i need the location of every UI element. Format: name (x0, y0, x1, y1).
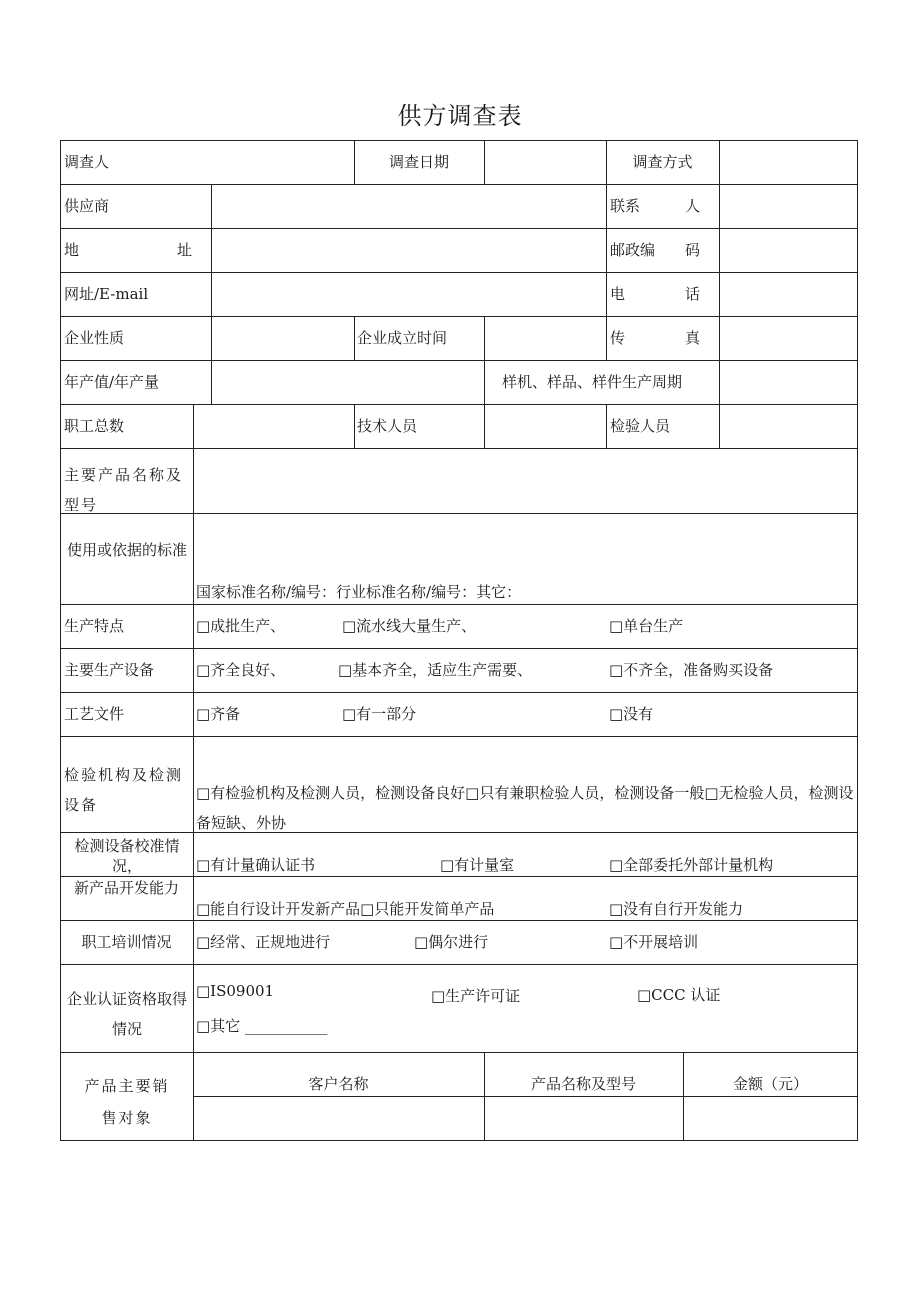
fax-label: 传 真 (610, 329, 700, 347)
page-title: 供方调查表 (397, 102, 523, 130)
col-line (719, 140, 720, 184)
sample-cycle-label: 样机、样品、样件生产周期 (502, 373, 683, 391)
survey-method-label: 调查方式 (632, 153, 693, 171)
phone-label: 电 话 (610, 285, 700, 303)
new-product-label: 新产品开发能力 (73, 879, 179, 897)
equipment-incomplete-option[interactable]: □不齐全，准备购买设备 (609, 661, 774, 679)
col-line (719, 360, 720, 404)
col-line (211, 360, 212, 404)
external-metrology-option[interactable]: □全部委托外部计量机构 (609, 856, 774, 874)
assembly-line-option[interactable]: □流水线大量生产、 (342, 617, 477, 635)
self-design-option[interactable]: □能自行设计开发新产品□只能开发简单产品 (196, 900, 495, 918)
row-line (60, 272, 858, 273)
training-regular-option[interactable]: □经常、正规地进行 (196, 933, 331, 951)
amount-header: 金额（元） (732, 1075, 808, 1093)
address-label: 地 址 (64, 241, 192, 259)
col-line (484, 316, 485, 360)
docs-complete-option[interactable]: □齐备 (196, 705, 241, 723)
row-line (60, 360, 858, 361)
ccc-option[interactable]: □CCC 认证 (637, 986, 721, 1004)
col-line (193, 404, 194, 448)
other-cert-option[interactable]: □其它 ___________ (196, 1017, 328, 1035)
col-line (606, 316, 607, 360)
postcode-label: 邮政编 码 (610, 241, 700, 259)
metrology-room-option[interactable]: □有计量室 (440, 856, 515, 874)
website-email-label: 网址/E-mail (64, 285, 149, 303)
col-line (606, 404, 607, 448)
standards-label: 使用或依据的标准 (66, 541, 187, 559)
production-license-option[interactable]: □生产许可证 (431, 987, 521, 1005)
docs-partial-option[interactable]: □有一部分 (342, 705, 417, 723)
row-line (60, 876, 858, 877)
investigator-label: 调查人 (64, 153, 110, 171)
row-line (60, 604, 858, 605)
col-line (484, 360, 485, 404)
metrology-cert-option[interactable]: □有计量确认证书 (196, 856, 316, 874)
equipment-complete-option[interactable]: □齐全良好、 (196, 661, 286, 679)
inspection-org-label: 检验机构及检测设备 (64, 766, 184, 814)
col-line (606, 184, 607, 316)
enterprise-nature-label: 企业性质 (64, 329, 125, 347)
training-none-option[interactable]: □不开展培训 (609, 933, 699, 951)
inspection-options[interactable]: □有检验机构及检测人员，检测设备良好□只有兼职检验人员，检测设备一般□无检验人员，检测设备短缺、外协 (196, 784, 854, 832)
training-occasional-option[interactable]: □偶尔进行 (414, 933, 489, 951)
process-documents-label: 工艺文件 (64, 705, 125, 723)
col-line (193, 448, 194, 1141)
col-line (719, 404, 720, 448)
row-line (60, 448, 858, 449)
row-line (60, 736, 858, 737)
docs-none-option[interactable]: □没有 (609, 705, 654, 723)
col-line (683, 1052, 684, 1141)
col-line (719, 316, 720, 360)
founded-time-label: 企业成立时间 (357, 329, 448, 347)
col-line (719, 184, 720, 316)
col-line (484, 140, 485, 184)
sales-target-label: 产品主要销售对象 (84, 1077, 170, 1127)
staff-total-label: 职工总数 (64, 417, 125, 435)
iso9001-option[interactable]: □IS09001 (196, 982, 275, 1000)
supplier-label: 供应商 (64, 197, 110, 215)
row-line (60, 316, 858, 317)
row-line (60, 184, 858, 185)
row-line (193, 1096, 858, 1097)
col-line (484, 404, 485, 448)
main-products-label: 主要产品名称及型号 (64, 466, 184, 514)
production-feature-label: 生产特点 (64, 617, 125, 635)
standards-values: 国家标准名称/编号：行业标准名称/编号：其它： (196, 583, 522, 601)
col-line (354, 316, 355, 360)
row-line (60, 920, 858, 921)
row-line (60, 1052, 858, 1053)
row-line (60, 964, 858, 965)
contact-person-label: 联系 人 (610, 197, 700, 215)
col-line (484, 1052, 485, 1141)
inspection-staff-label: 检验人员 (610, 417, 671, 435)
row-line (60, 404, 858, 405)
col-line (354, 404, 355, 448)
row-line (60, 692, 858, 693)
certification-label: 企业认证资格取得情况 (66, 990, 187, 1038)
annual-output-label: 年产值/年产量 (64, 373, 160, 391)
col-line (211, 184, 212, 316)
row-line (60, 648, 858, 649)
equipment-basic-option[interactable]: □基本齐全，适应生产需要、 (338, 661, 533, 679)
product-model-header: 产品名称及型号 (530, 1075, 636, 1093)
main-equipment-label: 主要生产设备 (64, 661, 155, 679)
survey-date-label: 调查日期 (388, 153, 449, 171)
staff-training-label: 职工培训情况 (81, 933, 172, 951)
customer-name-header: 客户名称 (308, 1075, 369, 1093)
calibration-label: 检测设备校准情况， (74, 837, 180, 875)
tech-staff-label: 技术人员 (357, 417, 418, 435)
single-unit-option[interactable]: □单台生产 (609, 617, 684, 635)
no-development-option[interactable]: □没有自行开发能力 (609, 900, 744, 918)
col-line (211, 316, 212, 360)
batch-production-option[interactable]: □成批生产、 (196, 617, 286, 635)
row-line (60, 228, 858, 229)
